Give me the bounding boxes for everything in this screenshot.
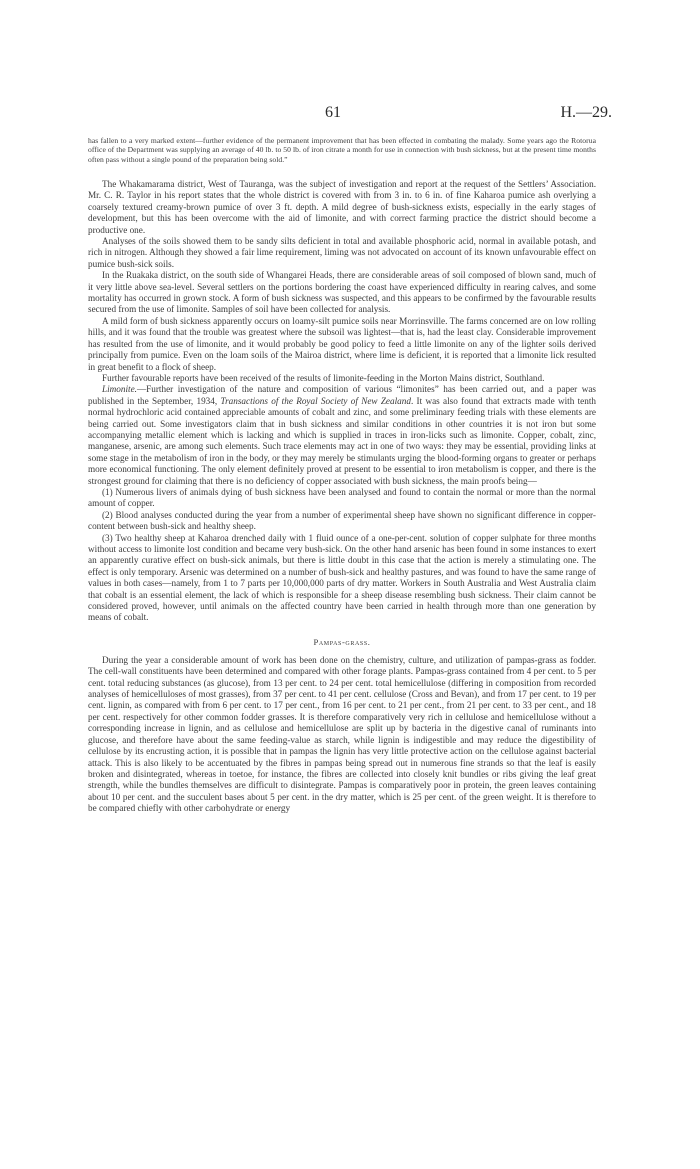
paragraph-soil-analyses: Analyses of the soils showed them to be sandy silts deficient in total and available phosphoric acid, normal in available potash, and rich in nitrogen. Although they showed a fair lime requirement, liming was not advocated on account of its known unfavourable effect on pumice bush-sick soils. <box>88 236 596 269</box>
document-reference: H.—29. <box>560 104 612 121</box>
journal-title: Transactions of the Royal Society of New Zealand <box>220 395 411 406</box>
paragraph-ruakaka: In the Ruakaka district, on the south side of Whangarei Heads, there are considerable areas of soil composed of blown sand, much of it very little above sea-level. Several settlers on the portions bordering the coast have experienced difficulty in rearing calves, and some mortality has occurred in grown stock. A form of bush sickness was suspected, and this appears to be confirmed by the favourable results secured from the use of limonite. Samples of soil have been collected for analysis. <box>88 270 596 315</box>
paragraph-limonite <box>88 384 596 487</box>
limonite-text-b: . It was also found that extracts made with tenth normal hydrochloric acid contained appreciable amounts of cobalt and zinc, and some preliminary feeding trials with these elements are being carried out. Some investigators claim that in bush sickness and similar conditions in other countries it is not iron but some accompanying metallic element which is lacking and which is supplied in traces in iron-licks such as limonite. Copper, cobalt, zinc, manganese, arsenic, are among such elements. Such trace elements may act in one of two ways: they may be essential, providing links at some stage in the metabolism of iron in the body, or they may merely be stimulants urging the blood-forming organs to greater or perhaps more economical functioning. The only element definitely proved at present to be essential to iron metabolism is copper, and there is the strongest ground for claiming that there is no deficiency of copper associated with bush sickness, the main proofs being— <box>88 395 596 486</box>
paragraph-pampas: During the year a considerable amount of work has been done on the chemistry, culture, and utilization of pampas-grass as fodder. The cell-wall constituents have been determined and compared with other forage plants. Pampas-grass contained from 4 per cent. to 5 per cent. total reducing substances (as glucose), from 13 per cent. to 24 per cent. total hemicellulose (differing in composition from recorded analyses of hemicelluloses of most grasses), from 37 per cent. to 41 per cent. cellulose (Cross and Bevan), and from 17 per cent. to 19 per cent. lignin, as compared with from 6 per cent. to 17 per cent., from 16 per cent. to 21 per cent., from 21 per cent. to 33 per cent., and 18 per cent. respectively for other common fodder grasses. It is therefore comparatively very rich in cellulose and hemicellulose without a corresponding increase in lignin, and as cellulose and hemicellulose are split up by bacteria in the digestive canal of ruminants into glucose, and therefore have about the same feeding-value as starch, while lignin is indigestible and may reduce the digestibility of cellulose by its encrusting action, it is possible that in pampas the lignin has very little protective action on the cellulose against bacterial attack. This is also likely to be accentuated by the fibres in pampas being spread out in numerous fine strands so that the leaf is easily broken and disintegrated, whereas in toetoe, for instance, the fibres are collected into closely knit bundles or ribs giving the leaf great strength, while the bundles themselves are difficult to disintegrate. Pampas is comparatively poor in protein, the green leaves containing about 10 per cent. and the succulent bases about 5 per cent. in the dry matter, which is 25 per cent. of the green weight. It is therefore to be compared chiefly with other carbohydrate or energy <box>88 654 596 814</box>
list-item-kaharoa-sheep: (3) Two healthy sheep at Kaharoa drenched daily with 1 fluid ounce of a one-per-cent. solution of copper sulphate for three months without access to limonite lost condition and became very bush-sick. On the other hand arsenic has been found in some instances to exert an apparently curative effect on bush-sick animals, but there is little doubt in this case that the action is merely a stimulating one. The effect is only temporary. Arsenic was determined on a number of bush-sick and healthy pastures, and was found to have the same range of values in both cases—namely, from 1 to 7 parts per 10,000,000 parts of dry matter. Workers in South Australia and West Australia claim that cobalt is an essential element, the lack of which is responsible for a sheep disease resembling bush sickness. Their claim cannot be considered proved, however, until animals on the affected country have been carried in health through more than one generation by means of cobalt. <box>88 532 596 623</box>
quoted-text: has fallen to a very marked extent—further evidence of the permanent improvement that has been effected in combating the malady. Some years ago the Rotorua office of the Department was supplying an average of 40 lb. to 50 lb. of iron citrate a month for use in connection with bush sickness, but at the present time months often pass without a single pound of the preparation being sold.” <box>88 136 596 164</box>
list-item-livers: (1) Numerous livers of animals dying of bush sickness have been analysed and found to contain the normal or more than the normal amount of copper. <box>88 486 596 509</box>
list-item-blood-analyses: (2) Blood analyses conducted during the year from a number of experimental sheep have shown no significant difference in copper-content between bush-sick and healthy sheep. <box>88 509 596 532</box>
page-number: 61 <box>325 104 341 121</box>
paragraph-morton-mains: Further favourable reports have been received of the results of limonite-feeding in the Morton Mains district, Southland. <box>102 372 545 383</box>
section-heading-pampas-grass: Pampas-grass. <box>313 636 371 647</box>
limonite-label: Limonite. <box>102 384 137 395</box>
paragraph-whakamarama: The Whakamarama district, West of Tauranga, was the subject of investigation and report at the request of the Settlers’ Association. Mr. C. R. Taylor in his report states that the whole district is covered with from 3 in. to 6 in. of fine Kaharoa pumice ash overlying a coarsely textured creamy-brown pumice of over 3 ft. depth. A mild degree of bush-sickness exists, especially in the early stages of development, but this has been overcome with the aid of limonite, and with correct farming practice the district should become a productive one. <box>88 179 596 235</box>
paragraph-morrinsville: A mild form of bush sickness apparently occurs on loamy-silt pumice soils near Morrinsville. The farms concerned are on low rolling hills, and it was found that the trouble was greatest where the subsoil was lightest—that is, had the least clay. Considerable improvement has resulted from the use of limonite, and it would probably be good policy to feed a little limonite on any of the lighter soils derived principally from pumice. Even on the loam soils of the Mairoa district, where lime is deficient, it is reported that a limonite lick resulted in great benefit to a flock of sheep. <box>88 315 596 372</box>
main-text <box>88 179 596 815</box>
limonite-text-a: —Further investigation of the nature and composition of various “limonites” has been carried out, and a paper was published in the September, 1934, <box>88 384 596 406</box>
